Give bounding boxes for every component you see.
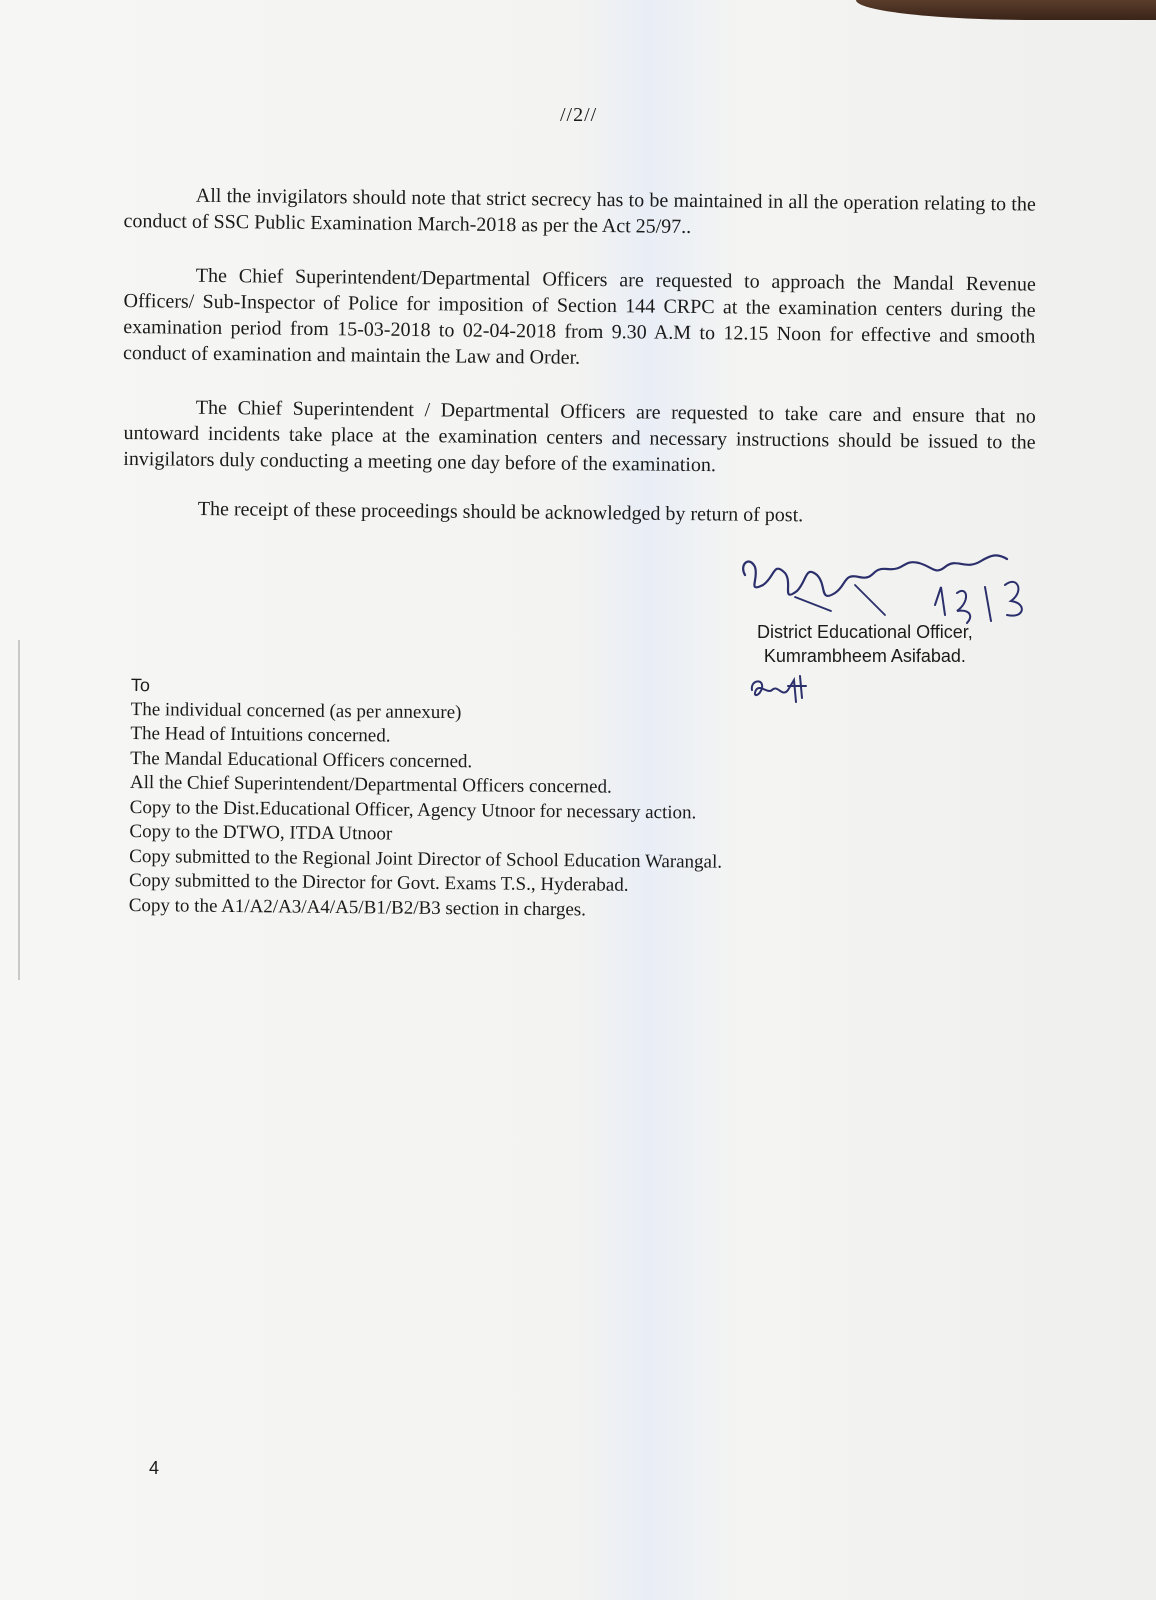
recipient-item: Copy to the DTWO, ITDA Utnoor (129, 820, 393, 845)
paragraph-acknowledgement: The receipt of these proceedings should be acknowledged by return of post. (197, 497, 804, 527)
scan-corner-shadow (856, 0, 1156, 20)
paragraph-secrecy: All the invigilators should note that strict secrecy has to be maintained in all the operation relating to the conduct of SSC Public Examination March-2018 as per the Act 25/97.. (123, 184, 1036, 238)
recipient-item: Copy to the Dist.Educational Officer, Agency Utnoor for necessary action. (129, 796, 697, 823)
page-marker: //2// (560, 104, 598, 126)
recipient-item: Copy submitted to the Director for Govt. Exams T.S., Hyderabad. (128, 869, 629, 896)
recipient-item: The individual concerned (as per annexure) (130, 698, 462, 723)
paragraph-section-144: The Chief Superintendent/Departmental Officers are requested to approach the Mandal Revenue Officers/ Sub-Inspector of Police for imposition of Section 144 CRPC at the examination centers during the examination period from 15-03-2018 to 02-04-2018 from 9.30 A.M to 12.15 Noon for effective and smooth conduct of examination and maintain the Law and Order. (122, 264, 1036, 369)
page-number: 4 (149, 1458, 160, 1478)
handwritten-initials (748, 672, 818, 706)
scan-edge-line (18, 640, 20, 980)
recipient-item: Copy to the A1/A2/A3/A4/A5/B1/B2/B3 section in charges. (128, 894, 587, 920)
recipients-list (129, 697, 724, 923)
recipient-item: The Head of Intuitions concerned. (130, 722, 391, 747)
signatory-location: Kumrambheem Asifabad. (763, 646, 966, 666)
signatory-designation: District Educational Officer, (757, 622, 973, 642)
recipient-item: All the Chief Superintendent/Departmental Officers concerned. (129, 771, 612, 798)
signature-block (757, 620, 973, 668)
signature-date-text: 4/3/18 (735, 532, 776, 549)
recipients-block (129, 673, 724, 924)
recipient-item: Copy submitted to the Regional Joint Director of School Education Warangal. (129, 845, 723, 873)
paragraph-instructions: The Chief Superintendent / Departmental Officers are requested to take care and ensure that no untoward incidents take place at the examination centers and necessary instructions should be issued to the invigilators duly conducting a meeting one day before of the examination. (123, 396, 1036, 477)
recipient-item: The Mandal Educational Officers concerned. (130, 747, 473, 772)
to-label: To (130, 674, 150, 696)
